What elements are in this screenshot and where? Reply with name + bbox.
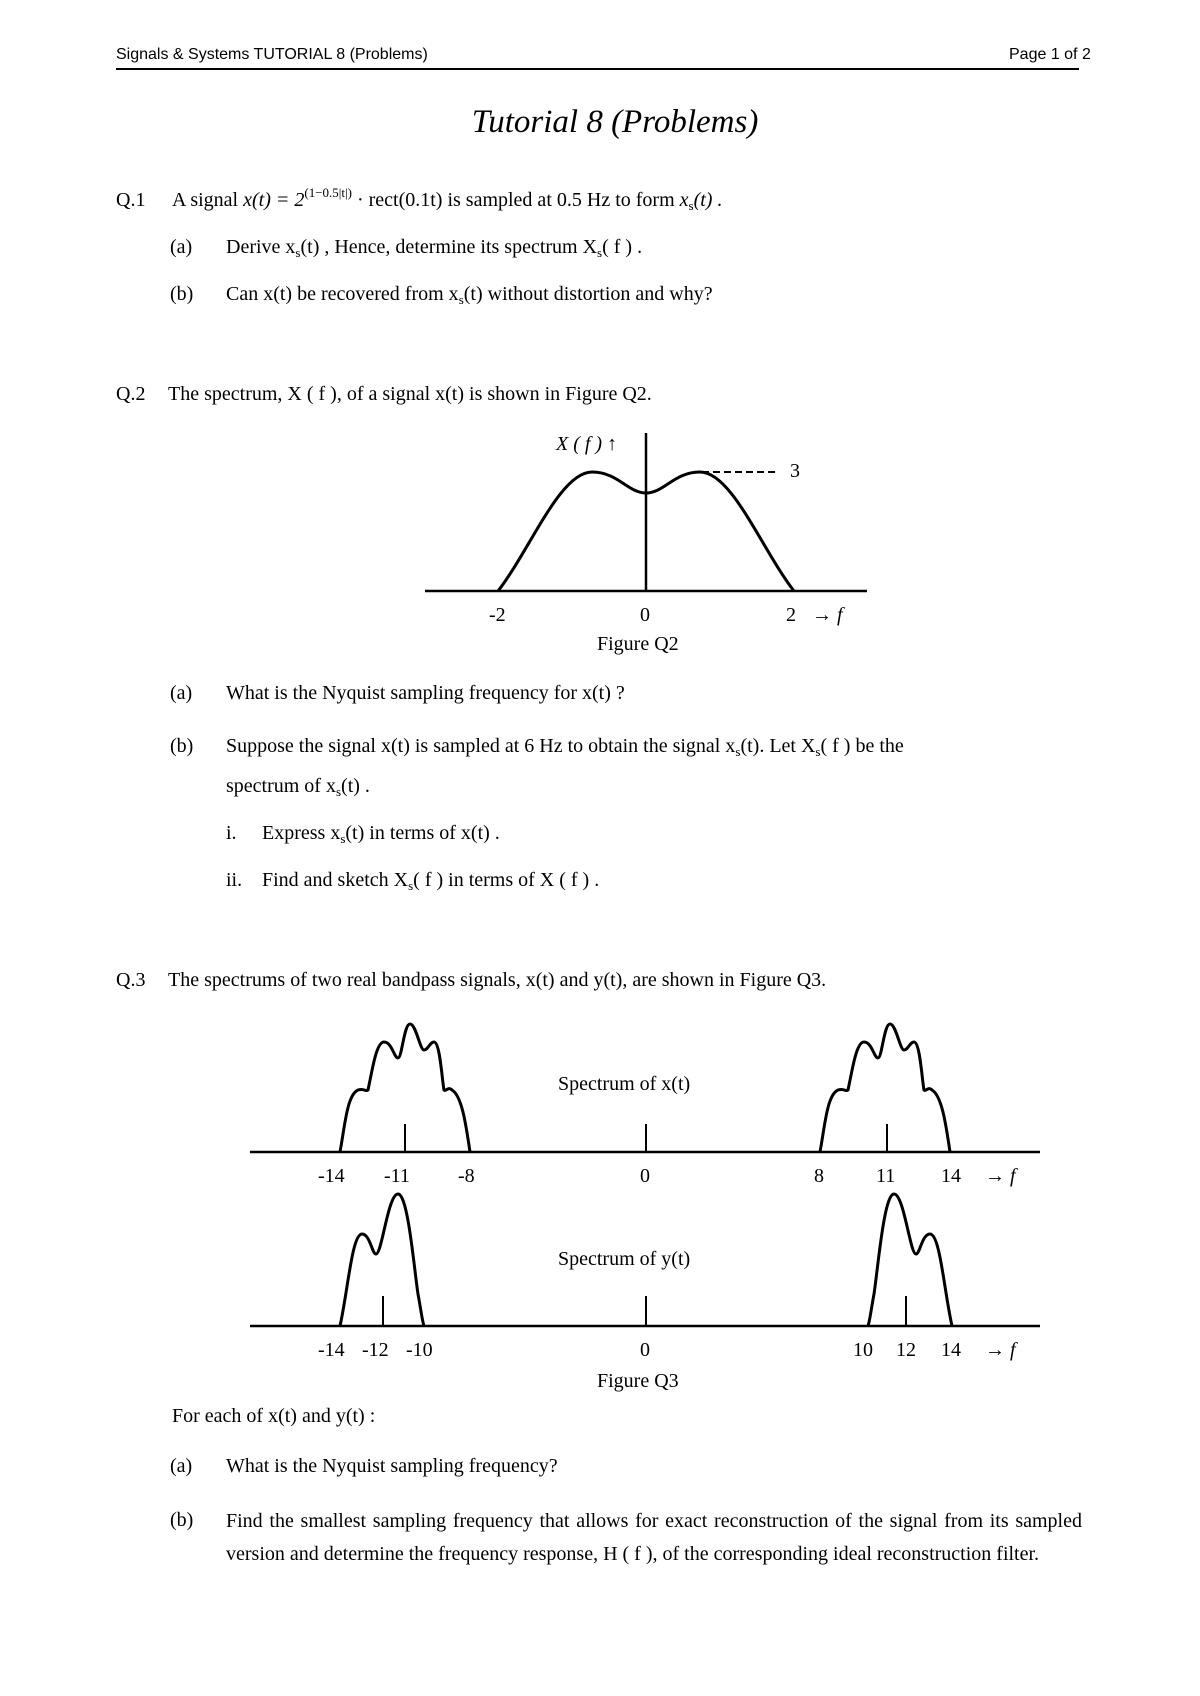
q2-tick-2: 2 (786, 604, 796, 626)
q3-x-tick-label-neg11: -11 (384, 1165, 410, 1187)
q3-y-xlabel: → f (985, 1339, 1016, 1361)
q3-number: Q.3 (116, 969, 146, 991)
q1-statement: A signal $x(t) = 2^{(1-0.5|t|)}$ · rect(0.1t) is sampled at 0.5 Hz to form $x_s(t)$ . (172, 185, 723, 213)
q2-b-label: (b) (170, 735, 194, 757)
q3-x-tick-label-0: 0 (640, 1165, 650, 1187)
q3-x-tick-label-neg8: -8 (458, 1165, 475, 1187)
q3-y-label: Spectrum of y(t) (558, 1248, 691, 1270)
q2-number: Q.2 (116, 383, 146, 405)
header-rule (116, 68, 1079, 70)
q2-b-ii-label: ii. (226, 869, 243, 891)
q1-b-label: (b) (170, 283, 194, 305)
q3-x-tick-label-neg14: -14 (318, 1165, 345, 1187)
q2-tick-neg2: -2 (489, 604, 506, 626)
q2-a-text: What is the Nyquist sampling frequency for x(t) ? (226, 682, 625, 704)
q3-y-tick-label-neg10: -10 (406, 1339, 433, 1361)
q3-y-spectrum-right (868, 1194, 952, 1326)
q2-tick-0: 0 (640, 604, 650, 626)
q3-y-tick-label-neg14: -14 (318, 1339, 345, 1361)
q1-number: Q.1 (116, 189, 146, 211)
q3-y-tick-label-10: 10 (853, 1339, 873, 1361)
q3-y-tick-label-14: 14 (941, 1339, 961, 1361)
header-title: Signals & Systems TUTORIAL 8 (Problems) (116, 46, 428, 63)
q1-a-text: Derive $x_s(t)$ , Hence, determine its spectrum $X_s$( f ) . (226, 236, 643, 260)
q3-b-text: Find the smallest sampling frequency that allows for exact reconstruction of the signal from its sampled version and determine the frequency response, H ( f ), of the corresponding ideal reconstruction filter. (226, 1510, 1082, 1565)
q2-peak-label: 3 (790, 460, 800, 482)
q2-xlabel: → f (812, 604, 843, 626)
q3-intro: For each of x(t) and y(t) : (172, 1405, 376, 1427)
q3-x-spectrum-right (820, 1024, 950, 1152)
q2-ylabel: X ( f ) ↑ (556, 433, 618, 455)
q3-x-xlabel: → f (985, 1165, 1016, 1187)
q2-b-i-label: i. (226, 822, 237, 844)
q3-caption: Figure Q3 (597, 1370, 679, 1392)
q3-y-tick-label-0: 0 (640, 1339, 650, 1361)
q3-a-label: (a) (170, 1455, 193, 1477)
figure-q2 (0, 420, 1200, 660)
q3-x-tick-label-8: 8 (814, 1165, 824, 1187)
q3-y-tick-label-12: 12 (896, 1339, 916, 1361)
page-title: Tutorial 8 (Problems) (471, 104, 759, 140)
q2-b-text-line2: spectrum of $x_s(t)$ . (226, 775, 370, 799)
q3-y-tick-label-neg12: -12 (362, 1339, 389, 1361)
q1-b-text: Can x(t) be recovered from $x_s(t)$ without distortion and why? (226, 283, 713, 307)
figure-q3 (0, 1000, 1200, 1400)
q3-a-text: What is the Nyquist sampling frequency? (226, 1455, 558, 1477)
page-number: Page 1 of 2 (1009, 46, 1091, 63)
q3-x-tick-label-11: 11 (876, 1165, 896, 1187)
q3-b-label: (b) (170, 1509, 194, 1531)
q2-b-text: Suppose the signal x(t) is sampled at 6 Hz to obtain the signal $x_s(t)$. Let $X_s$( f ) be the (226, 735, 904, 759)
q3-statement: The spectrums of two real bandpass signals, x(t) and y(t), are shown in Figure Q3. (168, 969, 827, 991)
q1-a-label: (a) (170, 236, 193, 258)
q2-a-label: (a) (170, 682, 193, 704)
q2-b-i-text: Express $x_s(t)$ in terms of x(t) . (262, 822, 500, 846)
q2-statement: The spectrum, X ( f ), of a signal x(t) is shown in Figure Q2. (168, 383, 652, 405)
q3-x-tick-label-14: 14 (941, 1165, 961, 1187)
q2-caption: Figure Q2 (597, 633, 679, 655)
q2-b-ii-text: Find and sketch $X_s$( f ) in terms of X ( f ) . (262, 869, 600, 893)
q3-x-label: Spectrum of x(t) (558, 1073, 691, 1095)
